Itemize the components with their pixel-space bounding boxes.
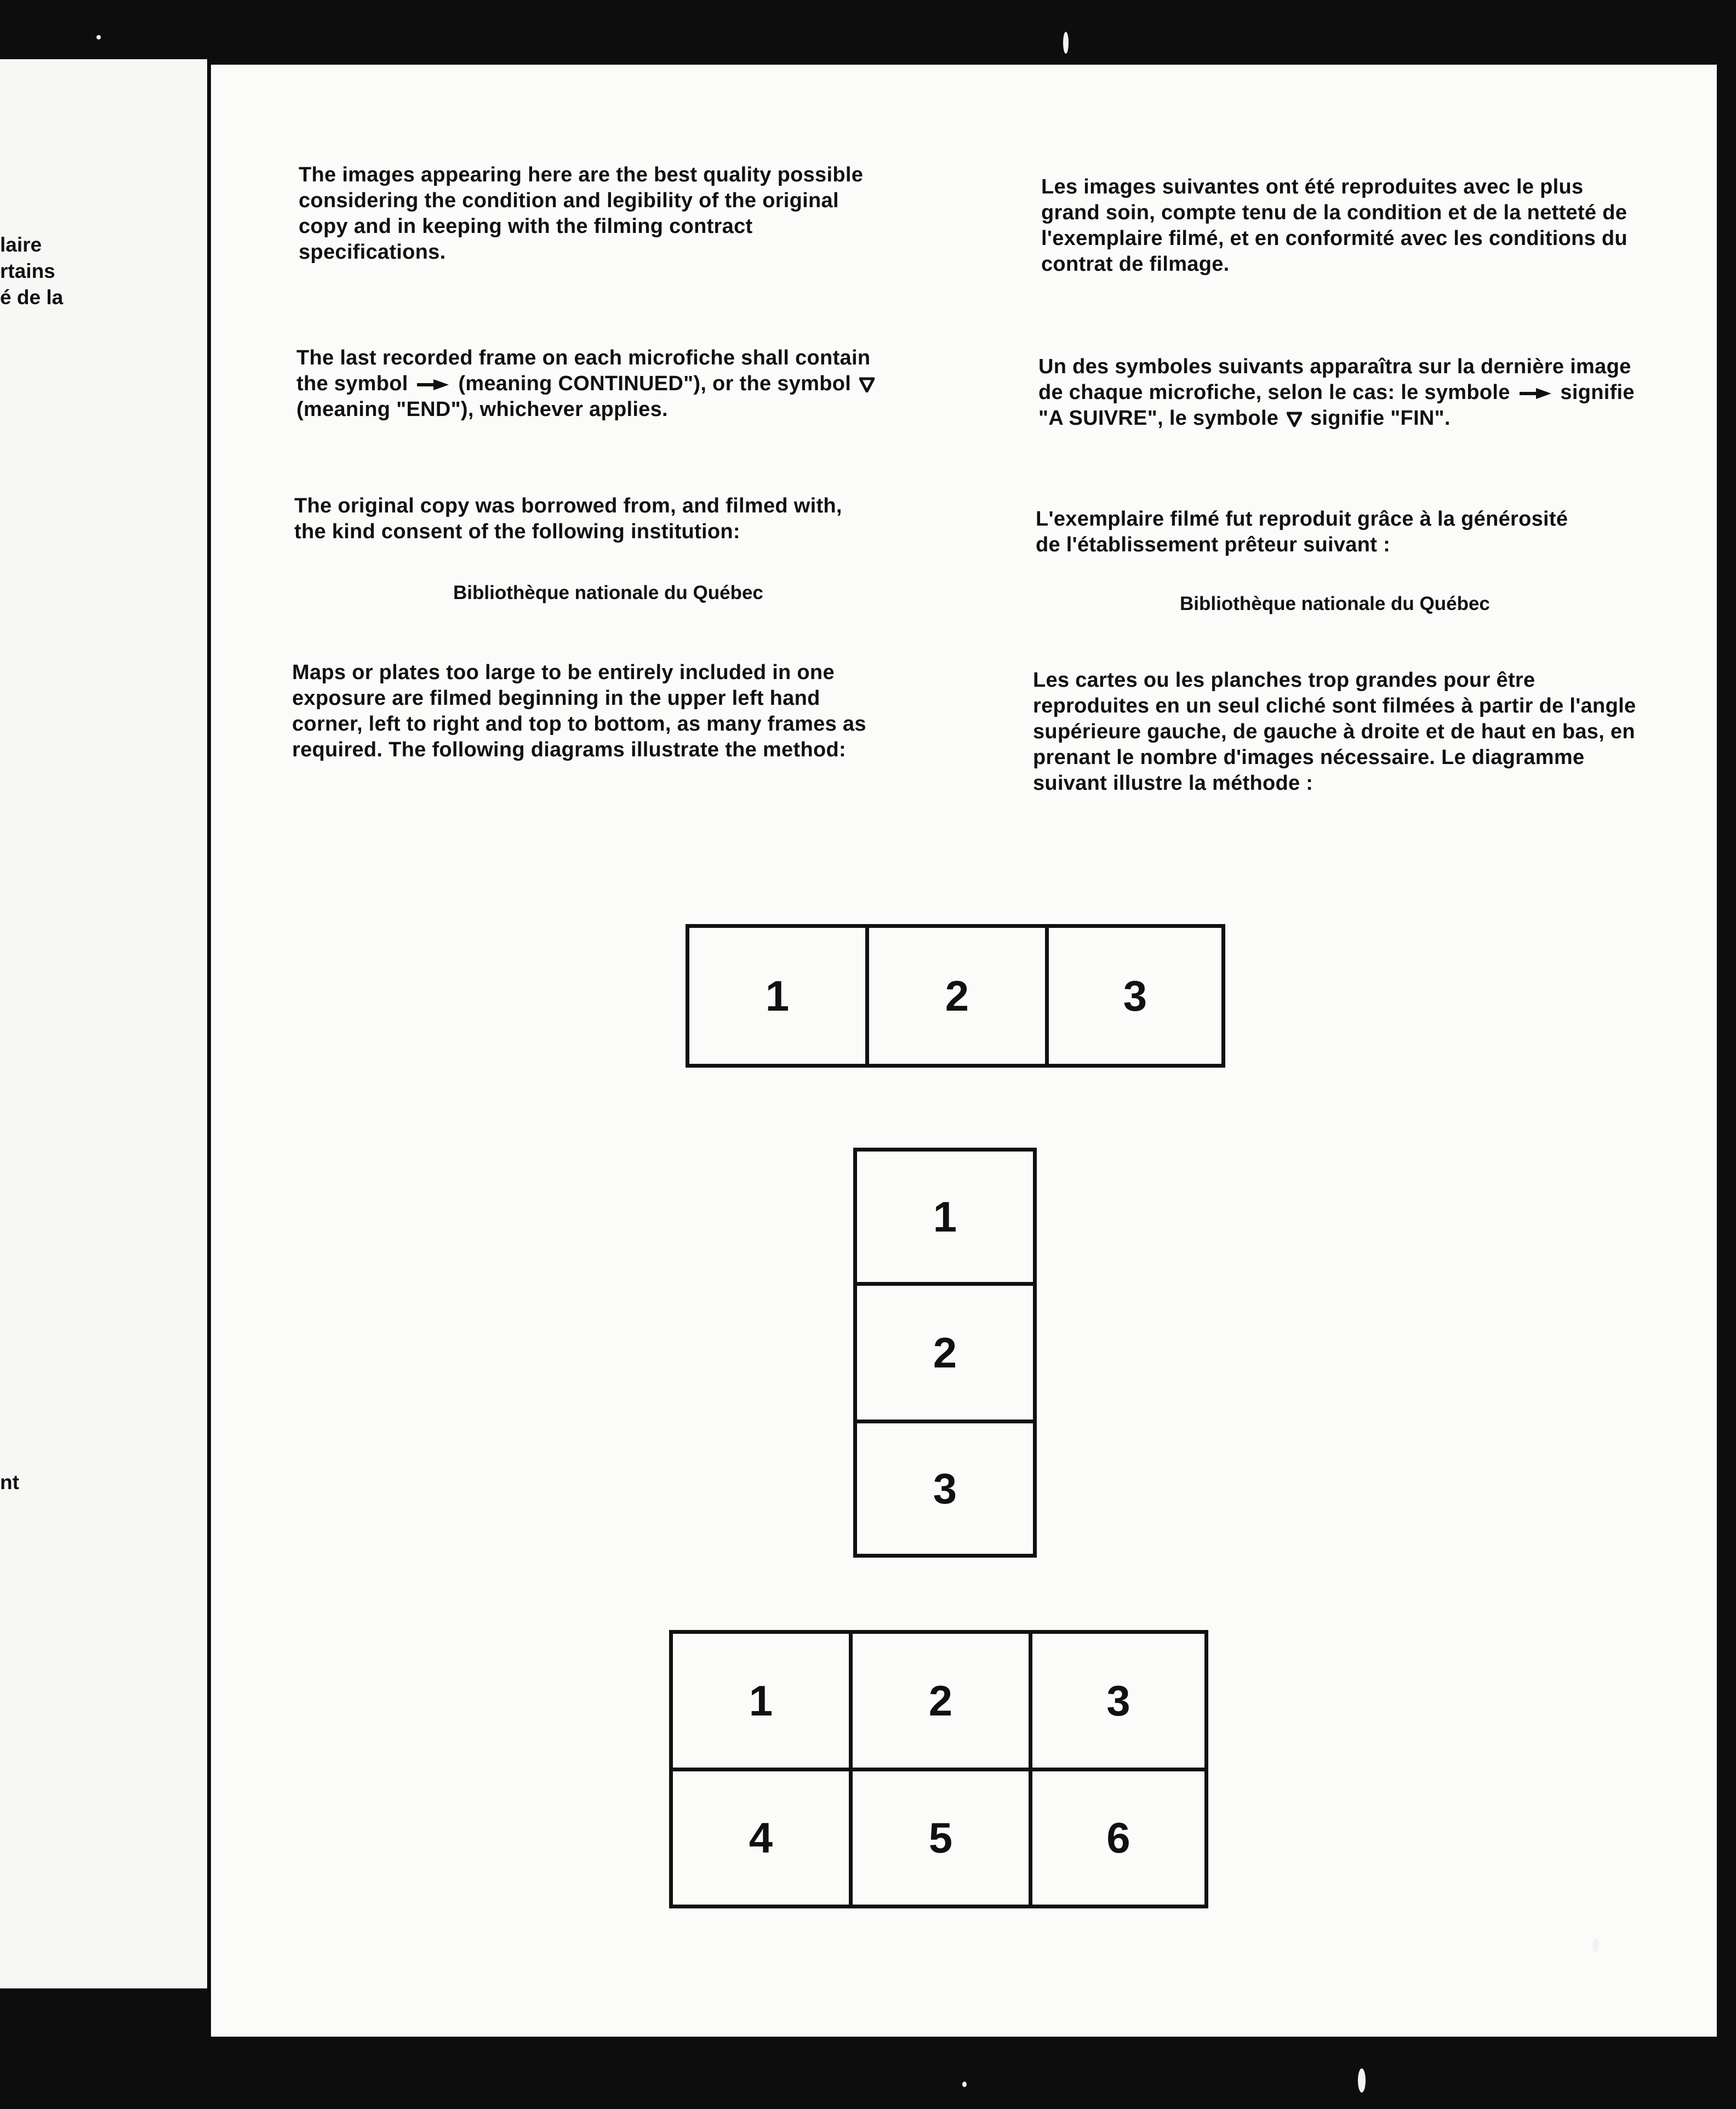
english-symbols-text-2: (meaning CONTINUED"), or the symbol bbox=[458, 372, 852, 395]
french-symbols-text-3: signifie "FIN". bbox=[1310, 407, 1451, 430]
frame-cell: 1 bbox=[669, 1630, 853, 1771]
frame-cell: 6 bbox=[1029, 1768, 1208, 1908]
film-speck bbox=[96, 35, 101, 39]
english-paragraph-symbols bbox=[296, 345, 894, 423]
fin-triangle-icon bbox=[1287, 412, 1302, 427]
diagram-horizontal-row bbox=[686, 924, 1225, 1068]
edge-fragment-1: laire bbox=[0, 233, 42, 256]
target-page bbox=[211, 65, 1717, 2037]
french-symbols-text-1: Un des symboles suivants apparaîtra sur la dernière image de chaque microfiche, selon le cas: le symbole bbox=[1038, 355, 1631, 404]
film-speck bbox=[1063, 32, 1069, 54]
french-paragraph-institution: L'exemplaire filmé fut reproduit grâce à la générosité de l'établissement prêteur suivant : bbox=[1036, 508, 1568, 556]
adjacent-page-edge bbox=[0, 59, 207, 1988]
edge-fragment-3: é de la bbox=[0, 286, 64, 309]
film-speck bbox=[1592, 1938, 1599, 1952]
english-paragraph-maps: Maps or plates too large to be entirely included in one exposure are filmed beginning in the upper left hand corner, left to right and top to bottom, as many frames as required. The following diagrams illustrate the method: bbox=[292, 661, 866, 761]
diagram-grid bbox=[669, 1630, 1208, 1908]
frame-cell: 3 bbox=[1045, 924, 1225, 1068]
end-triangle-icon bbox=[859, 377, 875, 392]
edge-fragment-2: rtains bbox=[0, 260, 55, 282]
frame-cell: 3 bbox=[1029, 1630, 1208, 1771]
frame-cell: 4 bbox=[669, 1768, 853, 1908]
english-institution-name: Bibliothèque nationale du Québec bbox=[453, 582, 763, 603]
frame-cell: 1 bbox=[853, 1148, 1037, 1286]
english-symbols-text-3: (meaning "END"), whichever applies. bbox=[296, 398, 668, 421]
frame-cell: 1 bbox=[686, 924, 869, 1068]
frame-cell: 3 bbox=[853, 1420, 1037, 1558]
french-paragraph-symbols bbox=[1038, 354, 1641, 431]
french-paragraph-maps: Les cartes ou les planches trop grandes pour être reproduites en un seul cliché sont filmées à partir de l'angle supérieure gauche, de gauche à droite et de haut en bas, en prenant le nombre d'images nécessaire. Le diagramme suivant illustre la méthode : bbox=[1033, 669, 1636, 795]
continued-arrow-icon bbox=[417, 378, 449, 391]
french-paragraph-quality: Les images suivantes ont été reproduites avec le plus grand soin, compte tenu de la condition et de la netteté de l'exemplaire filmé, et en conformité avec les conditions du contrat de filmage. bbox=[1041, 175, 1628, 276]
film-speck bbox=[962, 2082, 967, 2087]
frame-cell: 5 bbox=[849, 1768, 1032, 1908]
english-symbols-text-1: The last recorded frame on each microfiche shall contain the symbol bbox=[296, 346, 871, 395]
french-institution-name: Bibliothèque nationale du Québec bbox=[1180, 593, 1490, 614]
frame-cell: 2 bbox=[853, 1282, 1037, 1423]
frame-cell: 2 bbox=[849, 1630, 1032, 1771]
frame-cell: 2 bbox=[865, 924, 1049, 1068]
film-speck bbox=[1358, 2068, 1366, 2093]
a-suivre-arrow-icon bbox=[1520, 387, 1551, 400]
diagram-vertical-column bbox=[853, 1148, 1037, 1558]
edge-fragment-4: nt bbox=[0, 1471, 19, 1494]
french-symbols-text-2: signifie "A SUIVRE", le symbole bbox=[1038, 381, 1635, 430]
english-paragraph-institution: The original copy was borrowed from, and filmed with, the kind consent of the following institution: bbox=[294, 494, 842, 543]
english-paragraph-quality: The images appearing here are the best quality possible considering the condition and legibility of the original copy and in keeping with the filming contract specifications. bbox=[299, 163, 864, 264]
